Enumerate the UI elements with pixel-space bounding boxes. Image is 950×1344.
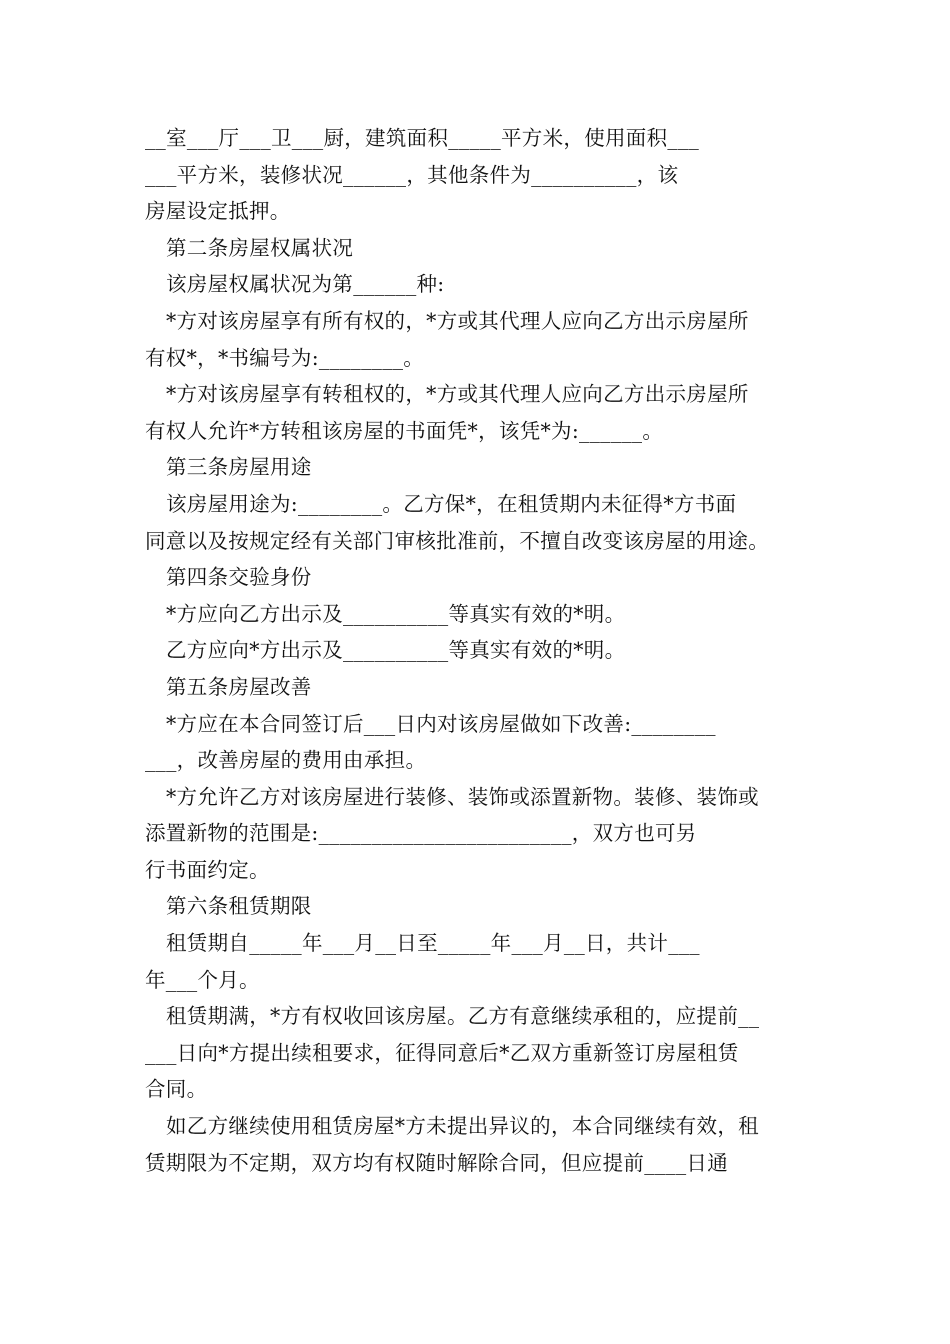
body-text-line: 该房屋权属状况为第______种: xyxy=(166,272,445,297)
body-text-line: ___日向*方提出续租要求，征得同意后*乙双方重新签订房屋租赁 xyxy=(145,1040,739,1065)
document-body xyxy=(145,120,807,1181)
section-heading-2: 第二条房屋权属状况 xyxy=(166,235,354,260)
body-text-line: 租赁期满，*方有权收回该房屋。乙方有意继续承租的，应提前__ xyxy=(166,1004,760,1029)
section-heading-3: 第三条房屋用途 xyxy=(166,455,312,480)
body-text-line: 同意以及按规定经有关部门审核批准前，不擅自改变该房屋的用途。 xyxy=(145,528,769,553)
body-text-line: 房屋设定抵押。 xyxy=(145,199,291,224)
body-text-line: 行书面约定。 xyxy=(145,857,270,882)
body-text-line: *方对该房屋享有所有权的，*方或其代理人应向乙方出示房屋所 xyxy=(166,308,749,333)
body-text-line: 合同。 xyxy=(145,1077,208,1102)
section-heading-5: 第五条房屋改善 xyxy=(166,674,312,699)
section-heading-6: 第六条租赁期限 xyxy=(166,894,312,919)
body-text-line: *方应向乙方出示及__________等真实有效的*明。 xyxy=(166,601,626,626)
section-heading-4: 第四条交验身份 xyxy=(166,565,312,590)
body-text-line: ___，改善房屋的费用由承担。 xyxy=(145,748,427,773)
body-text-line: 添置新物的范围是:________________________，双方也可另 xyxy=(145,821,697,846)
body-text-line: 租赁期自_____年___月__日至_____年___月__日，共计___ xyxy=(166,931,700,956)
body-text-line: ___平方米，装修状况______，其他条件为__________，该 xyxy=(145,162,679,187)
body-text-line: *方应在本合同签订后___日内对该房屋做如下改善:________ xyxy=(166,711,716,736)
body-text-line: 如乙方继续使用租赁房屋*方未提出异议的，本合同继续有效，租 xyxy=(166,1114,759,1139)
body-text-line: 有权人允许*方转租该房屋的书面凭*，该凭*为:______。 xyxy=(145,418,664,443)
body-text-line: 赁期限为不定期，双方均有权随时解除合同，但应提前____日通 xyxy=(145,1150,728,1175)
body-text-line: *方对该房屋享有转租权的，*方或其代理人应向乙方出示房屋所 xyxy=(166,382,749,407)
body-text-line: 乙方应向*方出示及__________等真实有效的*明。 xyxy=(166,638,626,663)
body-text-line: __室___厅___卫___厨，建筑面积_____平方米，使用面积___ xyxy=(145,126,700,150)
body-text-line: *方允许乙方对该房屋进行装修、装饰或添置新物。装修、装饰或 xyxy=(166,784,759,809)
body-text-line: 年___个月。 xyxy=(145,967,260,992)
body-text-line: 该房屋用途为:________。乙方保*，在租赁期内未征得*方书面 xyxy=(166,491,737,516)
body-text-line: 有权*，*书编号为:________。 xyxy=(145,345,425,370)
